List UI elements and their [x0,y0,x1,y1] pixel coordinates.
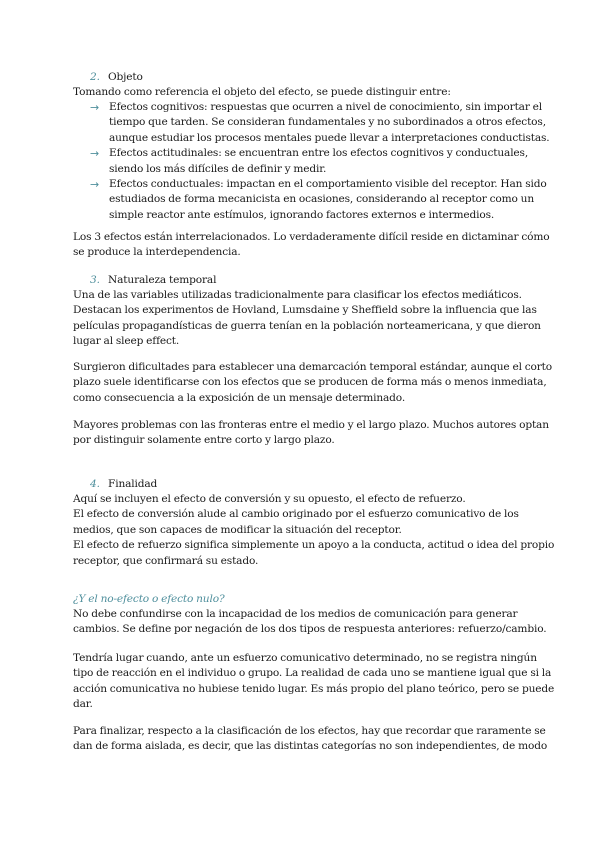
section-title: Objeto [108,71,143,83]
text-line: Mayores problemas con las fronteras entre el medio y el largo plazo. Muchos autores optan [73,419,549,431]
text-line: tiempo que tarden. Se consideran fundamentales y no subordinados a otros efectos, [109,116,546,129]
text-line: Surgieron dificultades para establecer una demarcación temporal estándar, aunque el corto [73,361,552,373]
text-line: lugar al sleep effect. [73,335,180,348]
text-line: El efecto de conversión alude al cambio originado por el esfuerzo comunicativo de los [73,508,519,521]
section-heading-naturaleza [90,273,216,288]
text-line: tipo de reacción en el individuo o grupo. La realidad de cada uno se mantiene igual que si la [73,667,552,680]
text-line: películas propagandísticas de guerra tenían en la población norteamericana, y que dieron [73,319,541,332]
paragraph-objeto-closing [73,230,550,261]
text-line: Tomando como referencia el objeto del efecto, se puede distinguir entre: [73,86,451,98]
list-item [90,100,550,146]
list-item [90,177,547,223]
section-number: 3. [90,274,100,286]
text-line: siendo los más difíciles de definir y medir. [109,162,327,175]
paragraph-naturaleza-3 [73,418,549,449]
text-line: como consecuencia a la exposición de un mensaje determinado. [73,391,406,404]
text-line: se produce la interdependencia. [73,246,241,259]
section-heading-finalidad [90,477,157,492]
text-line: aunque estudiar los procesos mentales puede llevar a interpretaciones conductistas. [109,131,550,144]
text-line: Una de las variables utilizadas tradicionalmente para clasificar los efectos mediáticos. [73,289,522,301]
section-heading-objeto [90,70,143,85]
text-line: Aquí se incluyen el efecto de conversión y su opuesto, el efecto de refuerzo. [73,493,466,505]
bullet-list-objeto [90,100,550,223]
text-line: El efecto de refuerzo significa simplemente un apoyo a la conducta, actitud o idea del propio [73,539,555,552]
text-line: Efectos cognitivos: respuestas que ocurren a nivel de conocimiento, sin importar el [109,101,543,113]
subsection-heading-noefecto: ¿Y el no-efecto o efecto nulo? [73,593,225,605]
arrow-right-icon: → [90,101,100,114]
text-line: Destacan los experimentos de Hovland, Lumsdaine y Sheffield sobre la influencia que las [73,304,537,317]
text-line: No debe confundirse con la incapacidad de los medios de comunicación para generar [73,608,518,620]
section-number: 2. [90,71,100,83]
paragraph-objeto-intro [73,85,528,100]
section-title: Naturaleza temporal [108,274,217,286]
text-line: medios, que son capaces de modificar la situación del receptor. [73,523,402,536]
text-line: cambios. Se define por negación de los dos tipos de respuesta anteriores: refuerzo/cambio. [73,623,547,636]
paragraph-naturaleza-1 [73,288,541,350]
text-line: Para finalizar, respecto a la clasificación de los efectos, hay que recordar que raramente se [73,725,546,737]
text-line: estudiados de forma mecanicista en ocasiones, considerando al receptor como un [109,193,535,206]
text-line: Tendría lugar cuando, ante un esfuerzo comunicativo determinado, no se registra ningún [73,652,537,664]
text-line: dar. [73,698,93,711]
paragraph-noefecto-3 [73,724,548,755]
paragraph-naturaleza-2 [73,360,552,406]
text-line: dan de forma aislada, es decir, que las distintas categorías no son independientes, de modo [73,740,548,753]
text-line: plazo suele identificarse con los efectos que se producen de forma más o menos inmediata, [73,376,547,389]
text-line: Efectos conductuales: impactan en el comportamiento visible del receptor. Han sido [109,177,547,190]
text-line: por distinguir solamente entre corto y largo plazo. [73,434,335,447]
list-item [90,146,530,177]
text-line: Los 3 efectos están interrelacionados. Lo verdaderamente difícil reside en dictaminar cómo [73,231,550,243]
paragraph-noefecto-2 [73,651,555,713]
arrow-right-icon: → [90,147,100,161]
arrow-right-icon: → [90,177,100,191]
text-line: acción comunicativa no hubiese tenido lugar. Es más propio del plano teórico, pero se puede [73,682,555,695]
text-line: Efectos actitudinales: se encuentran entre los efectos cognitivos y conductuales, [109,147,529,160]
paragraph-finalidad [73,492,555,569]
text-line: receptor, que confirmará su estado. [73,554,259,567]
text-line: simple reactor ante estímulos, ignorando factores externos e intermedios. [109,208,495,221]
section-number: 4. [90,478,100,490]
paragraph-noefecto-1 [73,607,547,638]
section-title: Finalidad [108,478,158,490]
